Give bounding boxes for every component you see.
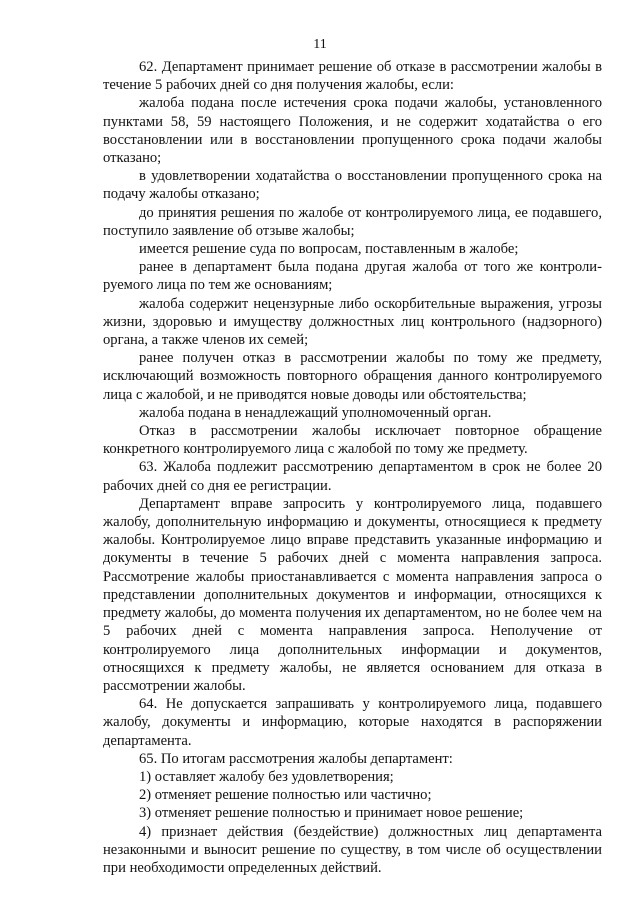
paragraph-62-condition-4: имеется решение суда по вопросам, поставленным в жалобе;	[139, 241, 519, 258]
page-number: 11	[313, 37, 327, 52]
paragraph-62-note: Отказ в рассмотрении жалобы исключает повторное обращение конкретного контролируемого лица с жалобой по тому же предмету.	[103, 423, 602, 458]
list-item-2: 2) отменяет решение полностью или частично;	[139, 787, 432, 804]
list-item-1: 1) оставляет жалобу без удовлетворения;	[139, 768, 394, 785]
paragraph-62-condition-3: до принятия решения по жалобе от контролируемого лица, ее подавшего, поступило заявление об отзыве жалобы;	[103, 204, 602, 239]
paragraph-63-detail: Департамент вправе запросить у контролируемого лица, подавшего жалобу, дополнительную информацию и документы, относящиеся к предмету жалобы. Контролируемое лицо вправе представить указанные информацию и документы в течение 5 рабочих дней с момента направления запроса. Рассмотрение жалобы приостанавливается с момента направления запроса о представлении дополнительных документов и информации, относящихся к предмету жалобы, до момента получения их департаментом, но не более чем на 5 рабочих дней с момента направления запроса. Неполучение от контролируемого лица дополнительных информации и документов, относящихся к предмету жалобы, не является основанием для отказа в рассмотрении жалобы.	[103, 495, 602, 694]
paragraph-62-condition-7: ранее получен отказ в рассмотрении жалобы по тому же предмету, исключающий возможность повторного обращения данного контролируемого лица с жалобой, и не приводятся новые доводы или обстоятельства;	[103, 350, 602, 403]
paragraph-65: 65. По итогам рассмотрения жалобы департамент:	[139, 750, 453, 767]
paragraph-62-condition-5: ранее в департамент была подана другая жалоба от того же контролируемого лица по тем же основаниям;	[103, 259, 602, 294]
paragraph-63: 63. Жалоба подлежит рассмотрению департаментом в срок не более 20 рабочих дней со дня ее регистрации.	[103, 459, 602, 494]
paragraph-62-condition-8: жалоба подана в ненадлежащий уполномоченный орган.	[139, 404, 492, 421]
list-item-4: 4) признает действия (бездействие) должностных лиц департамента незаконными и выносит решение по существу, в том числе об осуществлении при необходимости определенных действий.	[103, 823, 602, 876]
paragraph-62: 62. Департамент принимает решение об отказе в рассмотрении жалобы в течение 5 рабочих дней со дня получения жалобы, если:	[103, 59, 602, 94]
paragraph-62-condition-2: в удовлетворении ходатайства о восстановлении пропущенного срока на подачу жалобы отказано;	[103, 168, 602, 203]
paragraph-62-condition-1: жалоба подана после истечения срока подачи жалобы, установленного пунктами 58, 59 настоящего Положения, и не содержит ходатайства о его восстановлении или в восстановлении пропущенного срока подачи жалобы отказано;	[103, 95, 602, 167]
list-item-3: 3) отменяет решение полностью и принимает новое решение;	[139, 805, 524, 822]
paragraph-64: 64. Не допускается запрашивать у контролируемого лица, подавшего жалобу, документы и информацию, которые находятся в распоряжении департамента.	[103, 696, 602, 749]
document-body	[103, 58, 602, 877]
paragraph-62-condition-6: жалоба содержит нецензурные либо оскорбительные выражения, угрозы жизни, здоровью и имуществу должностных лиц контрольного (надзорного) органа, а также членов их семей;	[103, 295, 602, 349]
